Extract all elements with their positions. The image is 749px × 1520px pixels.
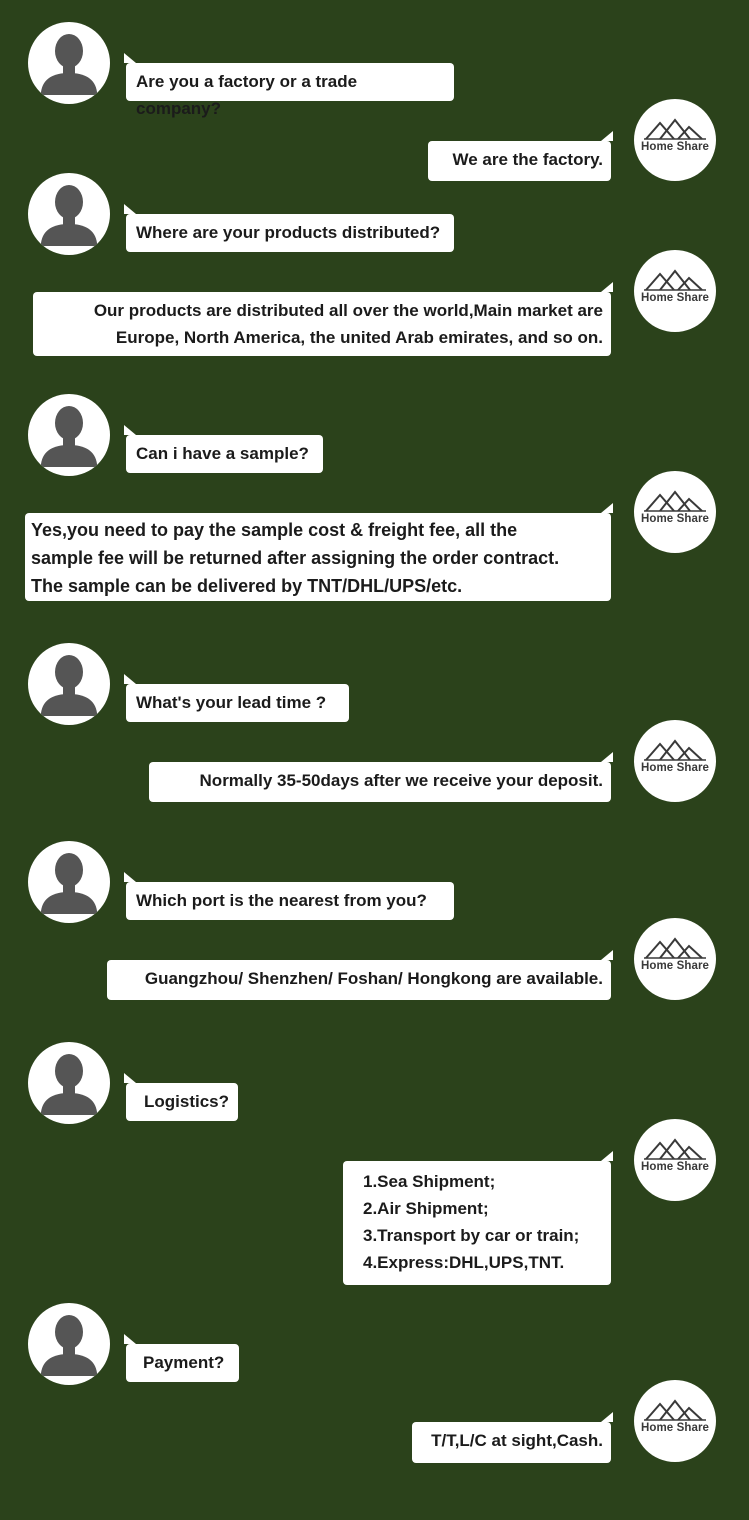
customer-avatar-icon (28, 841, 110, 923)
customer-avatar-icon (28, 22, 110, 104)
supplier-message: We are the factory. (428, 141, 611, 181)
home-share-logo-icon: Home Share (634, 720, 716, 802)
house-roof-icon (634, 250, 716, 332)
customer-message: Can i have a sample? (126, 435, 323, 473)
home-share-logo-icon: Home Share (634, 471, 716, 553)
home-share-logo-icon: Home Share (634, 918, 716, 1000)
house-roof-icon (634, 99, 716, 181)
supplier-message: Our products are distributed all over the world,Main market are Europe, North America, the united Arab emirates, and so on. (33, 292, 611, 356)
supplier-message: T/T,L/C at sight,Cash. (412, 1422, 611, 1463)
supplier-message: Guangzhou/ Shenzhen/ Foshan/ Hongkong are available. (107, 960, 611, 1000)
customer-message: Logistics? (126, 1083, 238, 1121)
person-silhouette-icon (28, 841, 110, 923)
home-share-logo-icon: Home Share (634, 1119, 716, 1201)
home-share-logo-icon: Home Share (634, 250, 716, 332)
customer-avatar-icon (28, 1303, 110, 1385)
person-silhouette-icon (28, 394, 110, 476)
customer-avatar-icon (28, 173, 110, 255)
house-roof-icon (634, 1119, 716, 1201)
home-share-logo-icon: Home Share (634, 1380, 716, 1462)
supplier-message: 1.Sea Shipment; 2.Air Shipment; 3.Transport by car or train; 4.Express:DHL,UPS,TNT. (343, 1161, 611, 1285)
customer-message: Payment? (126, 1344, 239, 1382)
supplier-message: Normally 35-50days after we receive your deposit. (149, 762, 611, 802)
house-roof-icon (634, 471, 716, 553)
house-roof-icon (634, 918, 716, 1000)
person-silhouette-icon (28, 1042, 110, 1124)
customer-message: Which port is the nearest from you? (126, 882, 454, 920)
customer-avatar-icon (28, 1042, 110, 1124)
customer-message: What's your lead time ? (126, 684, 349, 722)
house-roof-icon (634, 1380, 716, 1462)
person-silhouette-icon (28, 173, 110, 255)
home-share-logo-icon: Home Share (634, 99, 716, 181)
customer-message: Where are your products distributed? (126, 214, 454, 252)
customer-avatar-icon (28, 643, 110, 725)
customer-avatar-icon (28, 394, 110, 476)
person-silhouette-icon (28, 643, 110, 725)
supplier-message: Yes,you need to pay the sample cost & freight fee, all the sample fee will be returned after assigning the order contract. The sample can be delivered by TNT/DHL/UPS/etc. (25, 513, 611, 601)
person-silhouette-icon (28, 22, 110, 104)
house-roof-icon (634, 720, 716, 802)
customer-message: Are you a factory or a trade company? (126, 63, 454, 101)
person-silhouette-icon (28, 1303, 110, 1385)
